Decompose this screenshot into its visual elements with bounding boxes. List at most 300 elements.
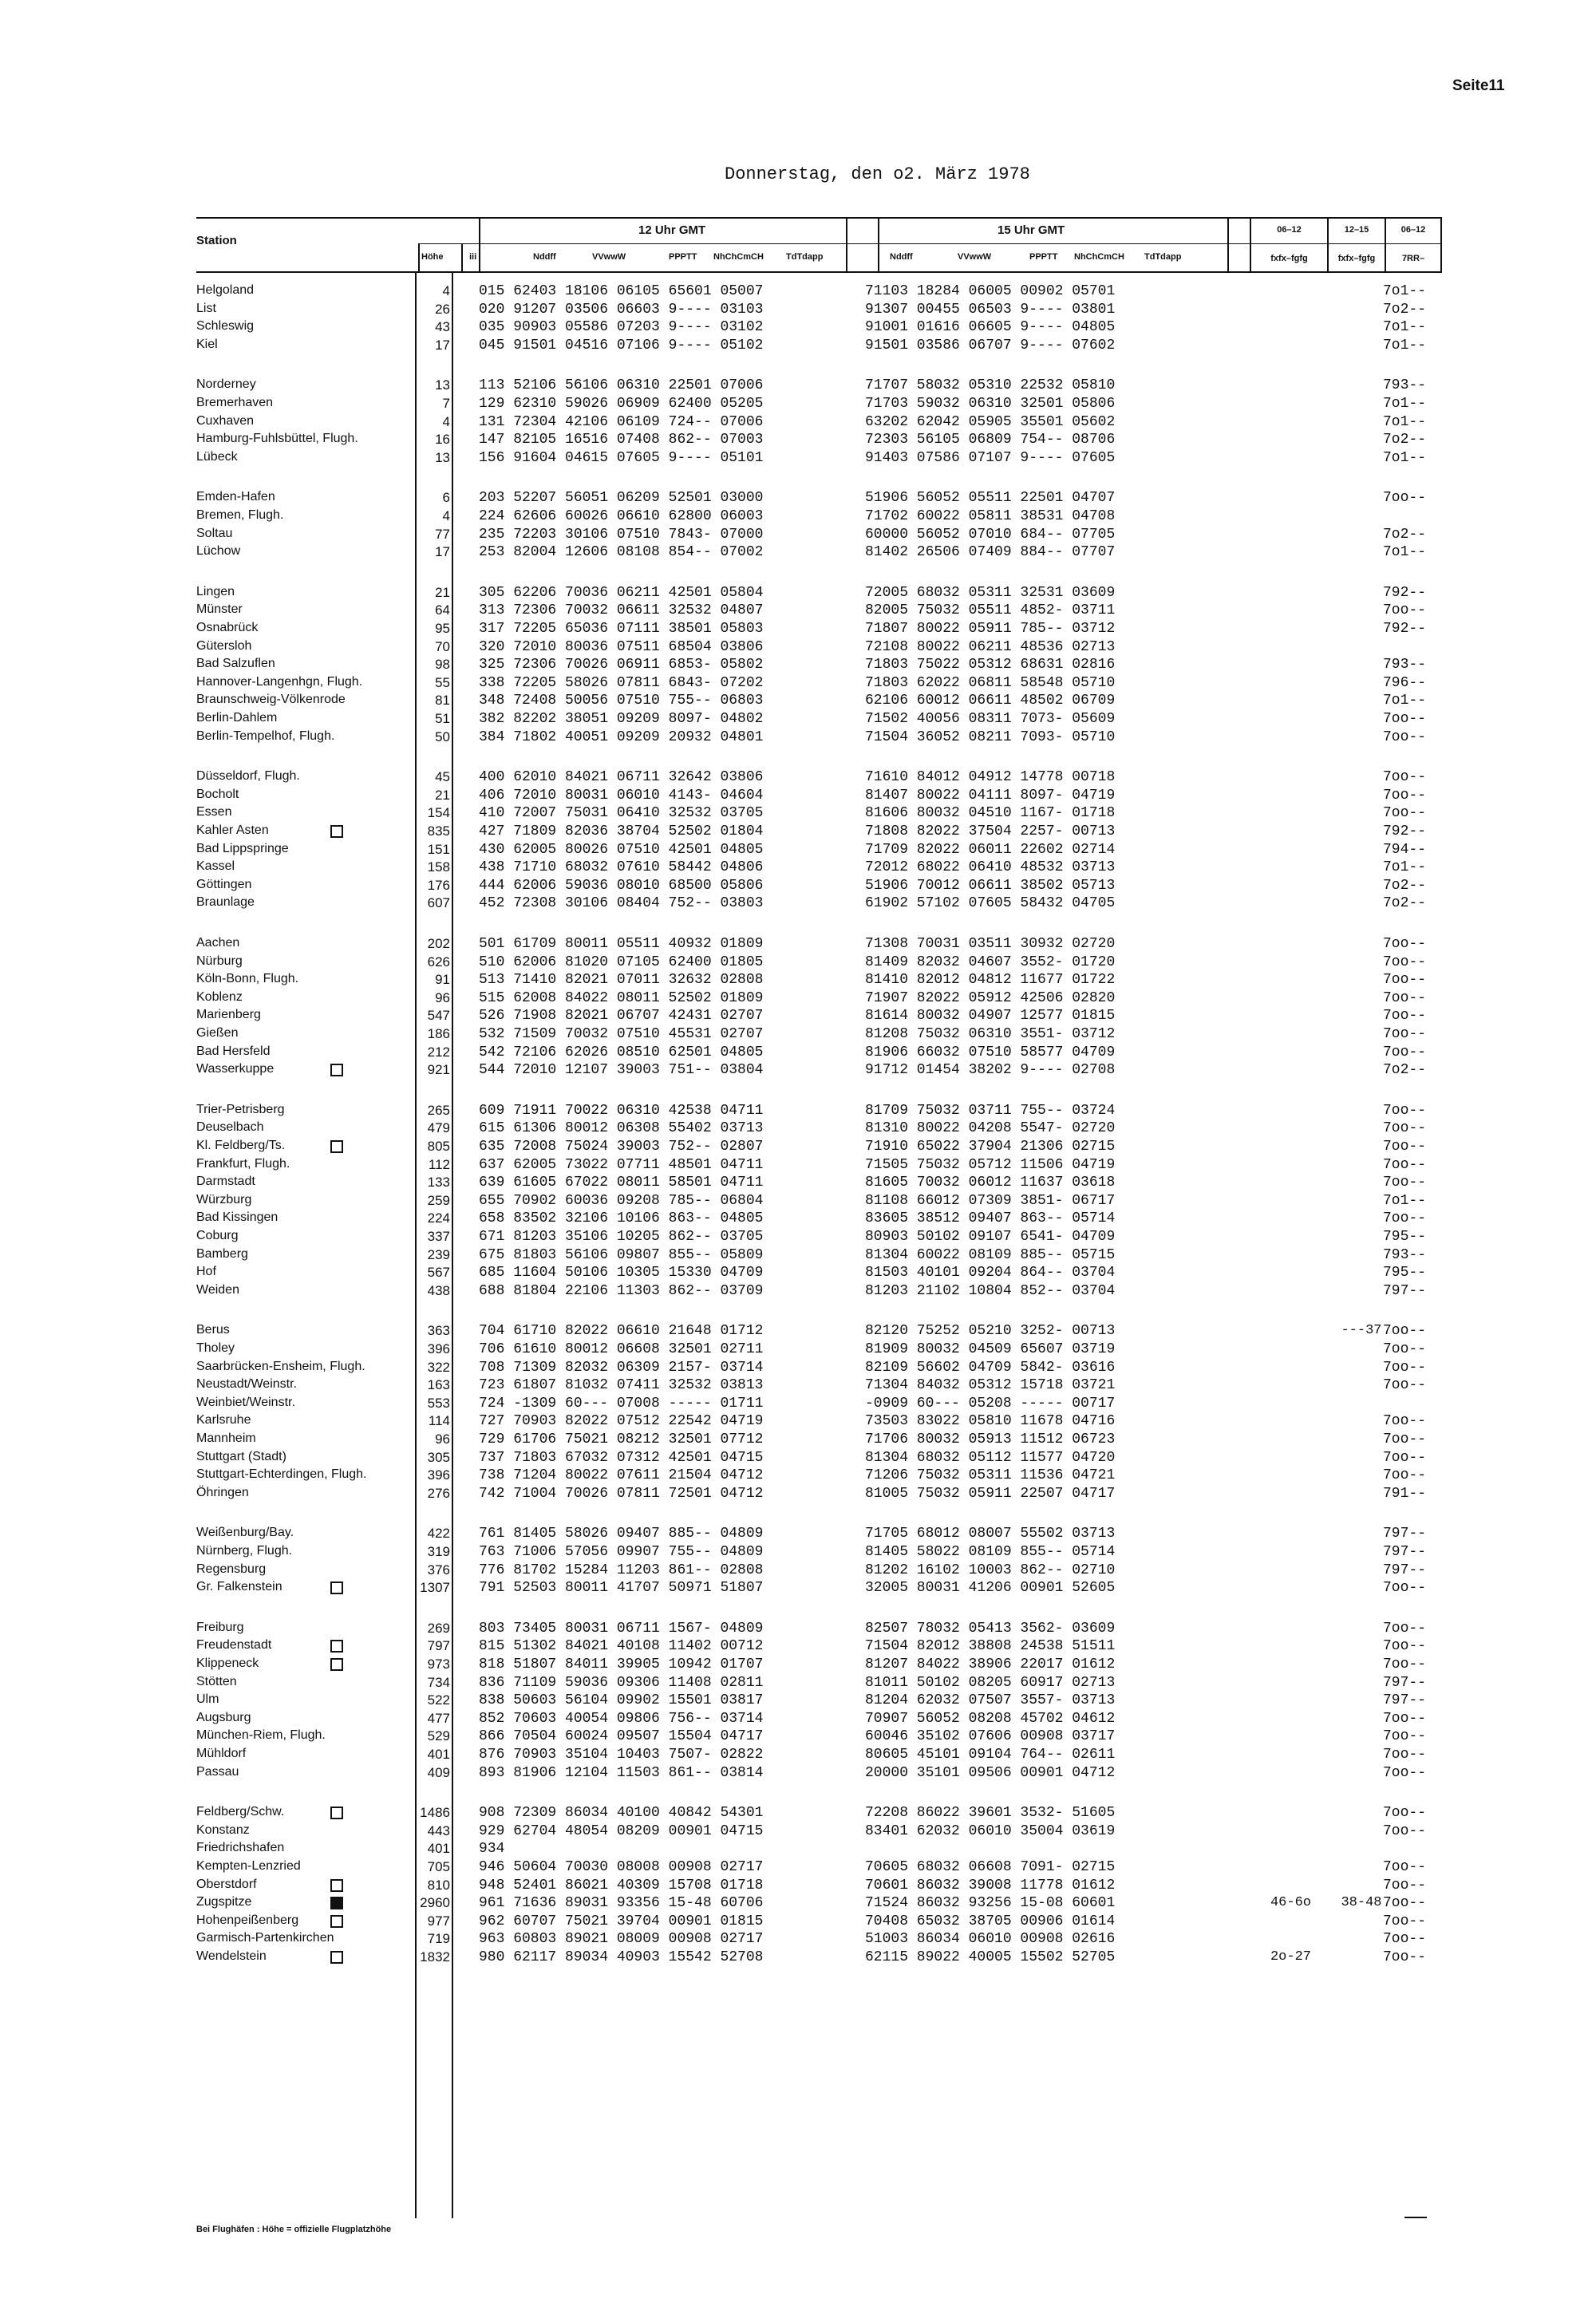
group-06-12: 7oo-- xyxy=(1382,1913,1426,1929)
station-row xyxy=(0,1728,1596,1746)
group-06-12: 7o1-- xyxy=(1382,283,1426,299)
obs-12utc: 410 72007 75031 06410 32532 03705 xyxy=(479,805,764,822)
station-name: Göttingen xyxy=(196,877,252,891)
station-name: Kassel xyxy=(196,859,235,874)
obs-12utc: 224 62606 60026 06610 62800 06003 xyxy=(479,508,764,524)
obs-12utc: 929 62704 48054 08209 00901 04715 xyxy=(479,1822,764,1839)
station-name: Deuselbach xyxy=(196,1120,264,1135)
header-12gmt: 12 Uhr GMT xyxy=(638,223,706,237)
open-square-icon xyxy=(330,825,343,838)
obs-15utc: 81614 80032 04907 12577 01815 xyxy=(865,1008,1116,1025)
station-row xyxy=(0,585,1596,602)
group-06-12: 7oo-- xyxy=(1382,787,1426,804)
station-name: Bad Kissingen xyxy=(196,1210,279,1225)
station-name: Neustadt/Weinstr. xyxy=(196,1377,297,1392)
station-row xyxy=(0,319,1596,337)
station-height: 2960 xyxy=(420,1895,450,1911)
header-divider xyxy=(878,217,879,273)
station-height: 64 xyxy=(435,602,450,618)
group-06-12: 797-- xyxy=(1382,1526,1426,1542)
station-row xyxy=(0,729,1596,747)
station-height: 1832 xyxy=(420,1949,450,1965)
obs-15utc: 71103 18284 06005 00902 05701 xyxy=(865,283,1116,299)
station-row xyxy=(0,1638,1596,1656)
obs-15utc: 81410 82012 04812 11677 01722 xyxy=(865,972,1116,989)
obs-15utc: 71610 84012 04912 14778 00718 xyxy=(865,769,1116,786)
obs-15utc: 72012 68022 06410 48532 03713 xyxy=(865,859,1116,876)
station-name: Bocholt xyxy=(196,787,239,801)
obs-12utc: 818 51807 84011 39905 10942 01707 xyxy=(479,1657,764,1672)
obs-15utc: 81005 75032 05911 22507 04717 xyxy=(865,1485,1116,1502)
station-name: Lübeck xyxy=(196,449,238,464)
obs-12utc: 515 62008 84022 08011 52502 01809 xyxy=(479,989,764,1006)
obs-15utc: 71706 80032 05913 11512 06723 xyxy=(865,1431,1116,1447)
obs-15utc: 81407 80022 04111 8097- 04719 xyxy=(865,787,1116,804)
station-height: 337 xyxy=(427,1229,450,1244)
obs-15utc: 81304 68032 05112 11577 04720 xyxy=(865,1449,1116,1466)
station-height: 553 xyxy=(427,1395,450,1411)
group-06-12: 7o1-- xyxy=(1382,859,1426,876)
header-12-c5: TdTdapp xyxy=(786,252,824,262)
obs-12utc: 131 72304 42106 06109 724-- 07006 xyxy=(479,413,764,430)
station-row xyxy=(0,1450,1596,1467)
station-row xyxy=(0,490,1596,507)
station-row xyxy=(0,1526,1596,1543)
station-name: Wasserkuppe xyxy=(196,1062,275,1076)
station-row xyxy=(0,1044,1596,1062)
obs-12utc: 908 72309 86034 40100 40842 54301 xyxy=(479,1805,764,1822)
station-height: 626 xyxy=(427,954,450,969)
header-divider xyxy=(1227,217,1229,273)
group-06-12: 7oo-- xyxy=(1382,989,1426,1006)
open-square-icon xyxy=(330,1140,343,1153)
obs-15utc: -0909 60--- 05208 ----- 00717 xyxy=(865,1395,1116,1412)
obs-15utc: 80903 50102 09107 6541- 04709 xyxy=(865,1229,1116,1245)
station-row xyxy=(0,1562,1596,1580)
station-row xyxy=(0,895,1596,913)
group-06-12: 7oo-- xyxy=(1382,1008,1426,1025)
group-06-12: 7oo-- xyxy=(1382,1102,1426,1119)
station-row xyxy=(0,602,1596,620)
group-06-12: 7o2-- xyxy=(1382,432,1426,448)
station-height: 95 xyxy=(435,621,450,636)
station-name: Kahler Asten xyxy=(196,823,269,837)
obs-12utc: 838 50603 56104 09902 15501 03817 xyxy=(479,1692,764,1709)
station-name: Weinbiet/Weinstr. xyxy=(196,1395,295,1409)
station-row xyxy=(0,377,1596,395)
station-height: 409 xyxy=(427,1764,450,1780)
station-row xyxy=(0,1486,1596,1503)
obs-15utc: 91712 01454 38202 9---- 02708 xyxy=(865,1062,1116,1079)
gust-12-15: 38-48 xyxy=(1341,1895,1382,1911)
obs-15utc: 71703 59032 06310 32501 05806 xyxy=(865,396,1116,412)
station-row xyxy=(0,657,1596,674)
station-height: 98 xyxy=(435,657,450,673)
obs-15utc: 73503 83022 05810 11678 04716 xyxy=(865,1413,1116,1430)
station-height: 212 xyxy=(427,1044,450,1060)
station-row xyxy=(0,1157,1596,1175)
station-name: Münster xyxy=(196,602,243,617)
station-row xyxy=(0,1692,1596,1710)
group-06-12: 7o2-- xyxy=(1382,301,1426,318)
station-name: Nürburg xyxy=(196,954,243,968)
group-06-12: 793-- xyxy=(1382,377,1426,394)
station-row xyxy=(0,1823,1596,1841)
obs-15utc: 81208 75032 06310 3551- 03712 xyxy=(865,1026,1116,1042)
group-06-12: 7oo-- xyxy=(1382,1467,1426,1484)
station-name: Emden-Hafen xyxy=(196,490,275,504)
header-divider xyxy=(479,217,480,273)
station-name: Saarbrücken-Ensheim, Flugh. xyxy=(196,1359,365,1373)
station-name: Frankfurt, Flugh. xyxy=(196,1156,290,1171)
group-06-12: 797-- xyxy=(1382,1692,1426,1709)
station-height: 96 xyxy=(435,989,450,1005)
obs-12utc: 035 90903 05586 07203 9---- 03102 xyxy=(479,319,764,336)
header-divider xyxy=(1250,217,1251,273)
group-06-12: 7oo-- xyxy=(1382,1877,1426,1893)
group-06-12: 797-- xyxy=(1382,1544,1426,1560)
station-row xyxy=(0,1062,1596,1080)
obs-15utc: 81503 40101 09204 864-- 03704 xyxy=(865,1265,1116,1281)
station-height: 26 xyxy=(435,301,450,317)
group-06-12: 7oo-- xyxy=(1382,1156,1426,1173)
station-name: Stuttgart-Echterdingen, Flugh. xyxy=(196,1467,367,1482)
group-06-12: 7oo-- xyxy=(1382,1764,1426,1781)
station-height: 202 xyxy=(427,936,450,951)
station-row xyxy=(0,1283,1596,1301)
station-row xyxy=(0,1175,1596,1192)
station-name: Klippeneck xyxy=(196,1657,259,1670)
header-15-c4: NhChCmCH xyxy=(1074,252,1124,262)
station-height: 13 xyxy=(435,449,450,465)
obs-12utc: 015 62403 18106 06105 65601 05007 xyxy=(479,283,764,299)
header-divider xyxy=(1440,217,1442,273)
station-row xyxy=(0,1841,1596,1858)
obs-15utc: 51906 70012 06611 38502 05713 xyxy=(865,877,1116,894)
obs-15utc: 72208 86022 39601 3532- 51605 xyxy=(865,1805,1116,1822)
obs-15utc: 81207 84022 38906 22017 01612 xyxy=(865,1657,1116,1672)
obs-15utc: 60000 56052 07010 684-- 07705 xyxy=(865,526,1116,543)
obs-15utc: 81709 75032 03711 755-- 03724 xyxy=(865,1102,1116,1119)
group-06-12: 7oo-- xyxy=(1382,711,1426,727)
station-height: 705 xyxy=(427,1859,450,1874)
station-height: 269 xyxy=(427,1620,450,1636)
obs-12utc: 708 71309 82032 06309 2157- 03714 xyxy=(479,1359,764,1376)
obs-12utc: 658 83502 32106 10106 863-- 04805 xyxy=(479,1210,764,1227)
open-square-icon xyxy=(330,1064,343,1076)
obs-12utc: 129 62310 59026 06909 62400 05205 xyxy=(479,396,764,412)
obs-12utc: 946 50604 70030 08008 00908 02717 xyxy=(479,1859,764,1875)
obs-15utc: 82005 75032 05511 4852- 03711 xyxy=(865,602,1116,619)
group-06-12: 7oo-- xyxy=(1382,1620,1426,1637)
station-row xyxy=(0,805,1596,823)
obs-15utc: 51906 56052 05511 22501 04707 xyxy=(865,490,1116,507)
station-name: Zugspitze xyxy=(196,1895,252,1909)
station-name: Braunschweig-Völkenrode xyxy=(196,693,346,707)
obs-12utc: 948 52401 86021 40309 15708 01718 xyxy=(479,1877,764,1893)
station-row xyxy=(0,1765,1596,1783)
obs-12utc: 615 61306 80012 06308 55402 03713 xyxy=(479,1120,764,1137)
station-row xyxy=(0,1229,1596,1246)
station-name: Berus xyxy=(196,1323,230,1337)
group-06-12: 7oo-- xyxy=(1382,1413,1426,1430)
obs-12utc: 961 71636 89031 93356 15-48 60706 xyxy=(479,1895,764,1912)
group-06-12: 797-- xyxy=(1382,1674,1426,1691)
station-height: 176 xyxy=(427,877,450,893)
station-row xyxy=(0,769,1596,787)
station-height: 45 xyxy=(435,769,450,785)
header-station: Station xyxy=(196,234,237,247)
obs-12utc: 893 81906 12104 11503 861-- 03814 xyxy=(479,1764,764,1781)
group-06-12: 793-- xyxy=(1382,657,1426,673)
group-06-12: 7oo-- xyxy=(1382,1931,1426,1948)
station-height: 70 xyxy=(435,638,450,654)
station-name: Kl. Feldberg/Ts. xyxy=(196,1139,286,1152)
obs-15utc: 61902 57102 07605 58432 04705 xyxy=(865,895,1116,912)
header-ex1-sub: fxfx–fgfg xyxy=(1270,254,1308,263)
obs-12utc: 203 52207 56051 06209 52501 03000 xyxy=(479,490,764,507)
station-name: Lüchow xyxy=(196,544,241,559)
obs-15utc: 81204 62032 07507 3557- 03713 xyxy=(865,1692,1116,1709)
station-row xyxy=(0,1341,1596,1359)
station-row xyxy=(0,396,1596,413)
station-row xyxy=(0,450,1596,468)
station-name: Öhringen xyxy=(196,1485,249,1499)
obs-12utc: 452 72308 30106 08404 752-- 03803 xyxy=(479,895,764,912)
obs-15utc: 71206 75032 05311 11536 04721 xyxy=(865,1467,1116,1484)
station-height: 547 xyxy=(427,1008,450,1024)
obs-15utc: 91403 07586 07107 9---- 07605 xyxy=(865,449,1116,466)
station-row xyxy=(0,508,1596,526)
station-row xyxy=(0,788,1596,805)
open-square-icon xyxy=(330,1915,343,1928)
group-06-12: 7o1-- xyxy=(1382,449,1426,466)
header-divider xyxy=(418,244,420,273)
station-row xyxy=(0,1949,1596,1967)
station-row xyxy=(0,1120,1596,1138)
group-06-12: 7oo-- xyxy=(1382,1747,1426,1763)
group-06-12: 7oo-- xyxy=(1382,1323,1426,1340)
station-height: 805 xyxy=(427,1139,450,1154)
header-15-c1: Nddff xyxy=(890,252,913,262)
header-15-c3: PPPTT xyxy=(1029,252,1058,262)
group-06-12: 794-- xyxy=(1382,841,1426,858)
station-name: Stötten xyxy=(196,1674,237,1688)
obs-15utc: 81405 58022 08109 855-- 05714 xyxy=(865,1544,1116,1560)
obs-15utc: 80605 45101 09104 764-- 02611 xyxy=(865,1747,1116,1763)
obs-15utc: 70907 56052 08208 45702 04612 xyxy=(865,1710,1116,1727)
obs-15utc: 81011 50102 08205 60917 02713 xyxy=(865,1674,1116,1691)
station-height: 81 xyxy=(435,693,450,709)
group-06-12: 792-- xyxy=(1382,621,1426,637)
obs-12utc: 510 62006 81020 07105 62400 01805 xyxy=(479,954,764,970)
station-height: 276 xyxy=(427,1485,450,1501)
station-name: Wendelstein xyxy=(196,1949,267,1963)
station-height: 112 xyxy=(428,1156,450,1172)
station-height: 479 xyxy=(427,1120,450,1136)
group-06-12: 7oo-- xyxy=(1382,1139,1426,1155)
group-06-12: 7oo-- xyxy=(1382,1120,1426,1137)
group-06-12: 797-- xyxy=(1382,1282,1426,1299)
obs-12utc: 675 81803 56106 09807 855-- 05809 xyxy=(479,1246,764,1263)
station-height: 224 xyxy=(427,1210,450,1226)
station-height: 114 xyxy=(428,1413,450,1429)
obs-12utc: 723 61807 81032 07411 32532 03813 xyxy=(479,1377,764,1394)
header-iii: iii xyxy=(469,252,477,262)
obs-12utc: 317 72205 65036 07111 38501 05803 xyxy=(479,621,764,637)
obs-12utc: 526 71908 82021 06707 42431 02707 xyxy=(479,1008,764,1025)
obs-15utc: 91501 03586 06707 9---- 07602 xyxy=(865,337,1116,353)
obs-15utc: 71803 75022 05312 68631 02816 xyxy=(865,657,1116,673)
group-06-12: 7oo-- xyxy=(1382,1805,1426,1822)
station-name: Würzburg xyxy=(196,1192,252,1206)
header-divider xyxy=(1385,217,1386,273)
station-height: 265 xyxy=(427,1102,450,1118)
obs-15utc: 71504 82012 38808 24538 51511 xyxy=(865,1638,1116,1655)
page-number: Seite11 xyxy=(1452,77,1505,94)
obs-12utc: 045 91501 04516 07106 9---- 05102 xyxy=(479,337,764,353)
station-row xyxy=(0,1377,1596,1395)
station-height: 438 xyxy=(427,1282,450,1298)
group-06-12: 7oo-- xyxy=(1382,1580,1426,1597)
obs-12utc: 305 62206 70036 06211 42501 05804 xyxy=(479,584,764,601)
obs-12utc: 382 82202 38051 09209 8097- 04802 xyxy=(479,711,764,727)
obs-15utc: 72108 80022 06211 48536 02713 xyxy=(865,638,1116,655)
station-name: Essen xyxy=(196,805,232,819)
header-ex2: 12–15 xyxy=(1344,225,1369,235)
header-ex3-sub: 7RR– xyxy=(1401,254,1425,263)
station-name: Passau xyxy=(196,1764,239,1779)
station-height: 259 xyxy=(427,1192,450,1208)
group-06-12: 7o2-- xyxy=(1382,1062,1426,1079)
group-06-12: 7oo-- xyxy=(1382,1377,1426,1394)
station-height: 239 xyxy=(427,1246,450,1262)
station-name: Kiel xyxy=(196,337,218,351)
station-row xyxy=(0,1859,1596,1877)
station-row xyxy=(0,954,1596,972)
obs-12utc: 836 71109 59036 09306 11408 02811 xyxy=(479,1674,764,1691)
station-name: Ulm xyxy=(196,1692,219,1707)
station-row xyxy=(0,1193,1596,1210)
obs-15utc: 81906 66032 07510 58577 04709 xyxy=(865,1044,1116,1060)
group-06-12: 7oo-- xyxy=(1382,1638,1426,1655)
station-name: Bad Salzuflen xyxy=(196,657,275,671)
station-height: 4 xyxy=(442,413,450,429)
obs-15utc: 71803 62022 06811 58548 05710 xyxy=(865,674,1116,691)
obs-12utc: 532 71509 70032 07510 45531 02707 xyxy=(479,1026,764,1042)
obs-12utc: 803 73405 80031 06711 1567- 04809 xyxy=(479,1620,764,1637)
group-06-12: 7oo-- xyxy=(1382,1044,1426,1060)
station-height: 77 xyxy=(435,526,450,542)
station-name: Coburg xyxy=(196,1229,239,1242)
station-height: 51 xyxy=(435,711,450,726)
station-height: 719 xyxy=(427,1931,450,1947)
station-row xyxy=(0,1711,1596,1728)
header-15-c5: TdTdapp xyxy=(1144,252,1182,262)
obs-12utc: 113 52106 56106 06310 22501 07006 xyxy=(479,377,764,394)
filled-square-icon xyxy=(330,1897,343,1909)
obs-12utc: 544 72010 12107 39003 751-- 03804 xyxy=(479,1062,764,1079)
station-row xyxy=(0,544,1596,562)
station-row xyxy=(0,432,1596,449)
group-06-12: 7oo-- xyxy=(1382,1026,1426,1042)
station-height: 422 xyxy=(427,1526,450,1542)
obs-15utc: 83605 38512 09407 863-- 05714 xyxy=(865,1210,1116,1227)
station-name: Konstanz xyxy=(196,1822,250,1837)
station-height: 977 xyxy=(427,1913,450,1929)
obs-15utc: 82120 75252 05210 3252- 00713 xyxy=(865,1323,1116,1340)
obs-12utc: 727 70903 82022 07512 22542 04719 xyxy=(479,1413,764,1430)
obs-12utc: 438 71710 68032 07610 58442 04806 xyxy=(479,859,764,876)
station-height: 17 xyxy=(435,544,450,560)
station-name: Gießen xyxy=(196,1026,239,1040)
obs-15utc: 81909 80032 04509 65607 03719 xyxy=(865,1341,1116,1357)
obs-15utc: 82507 78032 05413 3562- 03609 xyxy=(865,1620,1116,1637)
obs-12utc: 609 71911 70022 06310 42538 04711 xyxy=(479,1102,764,1119)
obs-15utc: 81606 80032 04510 1167- 01718 xyxy=(865,805,1116,822)
station-row xyxy=(0,1931,1596,1949)
header-12-c1: Nddff xyxy=(533,252,556,262)
station-height: 396 xyxy=(427,1467,450,1483)
station-height: 973 xyxy=(427,1657,450,1672)
obs-15utc: 81202 16102 10003 862-- 02710 xyxy=(865,1562,1116,1578)
header-12-c2: VVwwW xyxy=(592,252,626,262)
header-15-c2: VVwwW xyxy=(958,252,992,262)
station-name: Berlin-Tempelhof, Flugh. xyxy=(196,729,335,743)
station-row xyxy=(0,1139,1596,1156)
header-ex1: 06–12 xyxy=(1277,225,1302,235)
station-name: München-Riem, Flugh. xyxy=(196,1728,326,1743)
obs-12utc: 635 72008 75024 39003 752-- 02807 xyxy=(479,1139,764,1155)
station-height: 734 xyxy=(427,1674,450,1690)
station-row xyxy=(0,1323,1596,1341)
station-row xyxy=(0,859,1596,877)
station-name: Mannheim xyxy=(196,1431,256,1445)
station-height: 50 xyxy=(435,729,450,744)
station-name: Norderney xyxy=(196,377,256,392)
obs-12utc: 852 70603 40054 09806 756-- 03714 xyxy=(479,1710,764,1727)
station-height: 1307 xyxy=(420,1580,450,1596)
station-name: Mühldorf xyxy=(196,1747,247,1760)
obs-15utc: 62106 60012 06611 48502 06709 xyxy=(865,693,1116,709)
obs-12utc: 763 71006 57056 09907 755-- 04809 xyxy=(479,1544,764,1560)
group-06-12: 7oo-- xyxy=(1382,972,1426,989)
obs-12utc: 384 71802 40051 09209 20932 04801 xyxy=(479,729,764,745)
obs-12utc: 427 71809 82036 38704 52502 01804 xyxy=(479,823,764,839)
station-height: 13 xyxy=(435,377,450,393)
group-06-12: 791-- xyxy=(1382,1485,1426,1502)
station-name: Helgoland xyxy=(196,283,255,297)
obs-15utc: 32005 80031 41206 00901 52605 xyxy=(865,1580,1116,1597)
header-ex3: 06–12 xyxy=(1400,225,1426,235)
station-name: Aachen xyxy=(196,936,240,950)
obs-12utc: 444 62006 59036 08010 68500 05806 xyxy=(479,877,764,894)
station-height: 376 xyxy=(427,1562,450,1578)
station-height: 158 xyxy=(427,859,450,875)
station-height: 55 xyxy=(435,674,450,690)
obs-12utc: 761 81405 58026 09407 885-- 04809 xyxy=(479,1526,764,1542)
station-height: 163 xyxy=(427,1377,450,1393)
station-height: 477 xyxy=(427,1710,450,1726)
station-height: 133 xyxy=(427,1175,450,1191)
obs-15utc: 71502 40056 08311 7073- 05609 xyxy=(865,711,1116,727)
open-square-icon xyxy=(330,1879,343,1892)
station-name: Nürnberg, Flugh. xyxy=(196,1544,293,1558)
group-06-12: 792-- xyxy=(1382,584,1426,601)
footnote: Bei Flughäfen : Höhe = offizielle Flugplatzhöhe xyxy=(196,2225,392,2234)
obs-15utc: 72005 68032 05311 32531 03609 xyxy=(865,584,1116,601)
obs-15utc: 83401 62032 06010 35004 03619 xyxy=(865,1822,1116,1839)
